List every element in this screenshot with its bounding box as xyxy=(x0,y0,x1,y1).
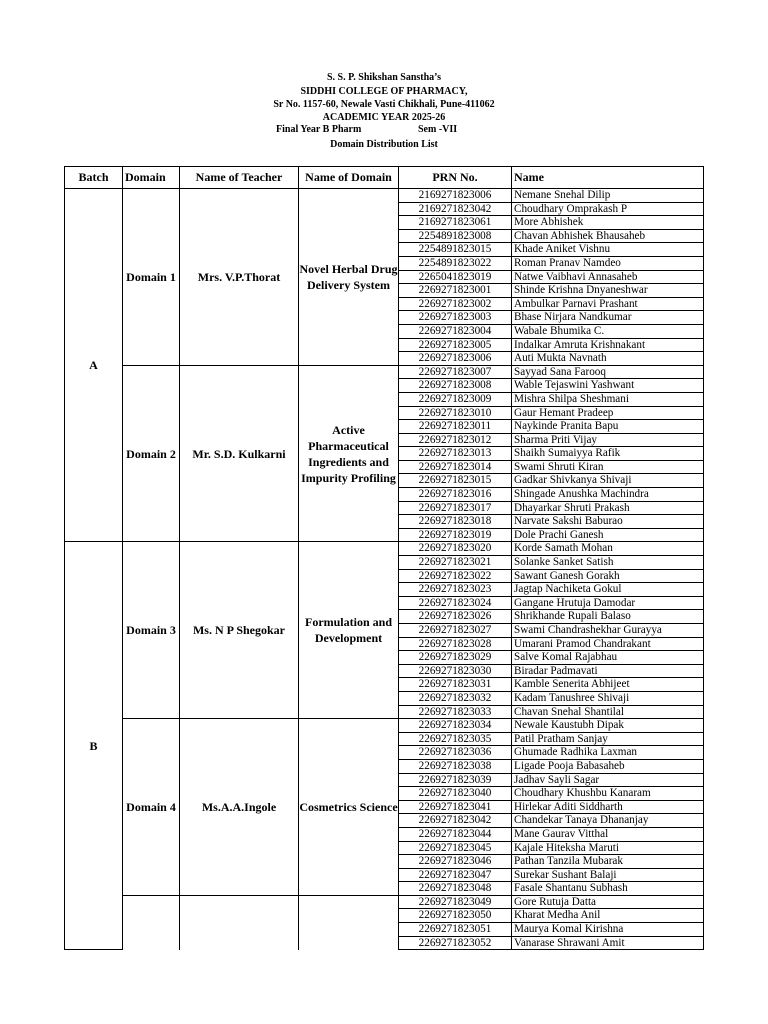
teacher-cell: Ms. N P Shegokar xyxy=(180,542,299,719)
prn-cell: 2269271823003 xyxy=(399,311,512,325)
student-name-cell: Kamble Senerita Abhijeet xyxy=(512,678,704,692)
prn-cell: 2269271823033 xyxy=(399,705,512,719)
student-name-cell: Ligade Pooja Babasaheb xyxy=(512,759,704,773)
domain-cell: Domain 3 xyxy=(123,542,180,719)
col-header-teacher: Name of Teacher xyxy=(180,167,299,189)
prn-cell: 2269271823052 xyxy=(399,936,512,950)
student-name-cell: Shingade Anushka Machindra xyxy=(512,488,704,502)
table-row xyxy=(65,189,704,203)
prn-cell: 2269271823014 xyxy=(399,460,512,474)
batch-cell: B xyxy=(65,542,123,950)
student-name-cell: Chavan Abhishek Bhausaheb xyxy=(512,229,704,243)
prn-cell: 2269271823027 xyxy=(399,624,512,638)
prn-cell: 2269271823005 xyxy=(399,338,512,352)
student-name-cell: Patil Pratham Sanjay xyxy=(512,732,704,746)
prn-cell: 2269271823019 xyxy=(399,528,512,542)
student-name-cell: Solanke Sanket Satish xyxy=(512,556,704,570)
prn-cell: 2169271823061 xyxy=(399,216,512,230)
student-name-cell: Shrikhande Rupali Balaso xyxy=(512,610,704,624)
batch-cell: A xyxy=(65,189,123,542)
student-name-cell: Jadhav Sayli Sagar xyxy=(512,773,704,787)
prn-cell: 2269271823029 xyxy=(399,651,512,665)
student-name-cell: Swami Chandrashekhar Gurayya xyxy=(512,624,704,638)
student-name-cell: Mane Gaurav Vitthal xyxy=(512,827,704,841)
prn-cell: 2269271823028 xyxy=(399,637,512,651)
student-name-cell: Swami Shruti Kiran xyxy=(512,460,704,474)
class-label: Final Year B Pharm xyxy=(276,124,362,135)
domain-name-cell: Novel Herbal Drug Delivery System xyxy=(299,189,399,366)
student-name-cell: Kadam Tanushree Shivaji xyxy=(512,691,704,705)
prn-cell: 2269271823050 xyxy=(399,909,512,923)
student-name-cell: Bhase Nirjara Nandkumar xyxy=(512,311,704,325)
semester-label: Sem -VII xyxy=(418,124,458,135)
teacher-cell: Mr. S.D. Kulkarni xyxy=(180,365,299,542)
prn-cell: 2269271823009 xyxy=(399,392,512,406)
student-name-cell: Roman Pranav Namdeo xyxy=(512,256,704,270)
prn-cell: 2254891823022 xyxy=(399,256,512,270)
prn-cell: 2269271823001 xyxy=(399,284,512,298)
student-name-cell: Choudhary Omprakash P xyxy=(512,202,704,216)
student-name-cell: Choudhary Khushbu Kanaram xyxy=(512,787,704,801)
prn-cell: 2269271823045 xyxy=(399,841,512,855)
student-name-cell: Fasale Shantanu Subhash xyxy=(512,882,704,896)
student-name-cell: Natwe Vaibhavi Annasaheb xyxy=(512,270,704,284)
student-name-cell: Dole Prachi Ganesh xyxy=(512,528,704,542)
student-name-cell: Newale Kaustubh Dipak xyxy=(512,719,704,733)
student-name-cell: Sayyad Sana Farooq xyxy=(512,365,704,379)
student-name-cell: More Abhishek xyxy=(512,216,704,230)
college-address: Sr No. 1157-60, Newale Vasti Chikhali, Pune-411062 xyxy=(273,99,495,110)
student-name-cell: Khade Aniket Vishnu xyxy=(512,243,704,257)
teacher-cell: Ms.A.A.Ingole xyxy=(180,719,299,896)
prn-cell: 2269271823030 xyxy=(399,664,512,678)
prn-cell: 2269271823016 xyxy=(399,488,512,502)
table-header-row xyxy=(65,167,704,189)
institution-name: S. S. P. Shikshan Sanstha’s xyxy=(326,72,442,83)
prn-cell: 2269271823023 xyxy=(399,583,512,597)
prn-cell: 2269271823024 xyxy=(399,596,512,610)
prn-cell: 2269271823011 xyxy=(399,420,512,434)
prn-cell: 2269271823010 xyxy=(399,406,512,420)
col-header-batch: Batch xyxy=(65,167,123,189)
academic-year: ACADEMIC YEAR 2025-26 xyxy=(322,112,446,123)
domain-name-cell: Active Pharmaceutical Ingredients and Impurity Profiling xyxy=(299,365,399,542)
prn-cell: 2269271823047 xyxy=(399,868,512,882)
college-name: SIDDHI COLLEGE OF PHARMACY, xyxy=(300,86,468,97)
student-name-cell: Salve Komal Rajabhau xyxy=(512,651,704,665)
domain-cell: Domain 1 xyxy=(123,189,180,366)
domain-name-cell: Formulation and Development xyxy=(299,542,399,719)
table-row xyxy=(65,542,704,556)
student-name-cell: Maurya Komal Kirishna xyxy=(512,923,704,937)
domain-name-cell: Cosmetrics Science xyxy=(299,719,399,896)
teacher-cell: Mrs. V.P.Thorat xyxy=(180,189,299,366)
prn-cell: 2269271823020 xyxy=(399,542,512,556)
student-name-cell: Indalkar Amruta Krishnakant xyxy=(512,338,704,352)
prn-cell: 2269271823026 xyxy=(399,610,512,624)
prn-cell: 2269271823008 xyxy=(399,379,512,393)
prn-cell: 2269271823051 xyxy=(399,923,512,937)
prn-cell: 2269271823018 xyxy=(399,515,512,529)
domain-cell: Domain 4 xyxy=(123,719,180,896)
student-name-cell: Pathan Tanzila Mubarak xyxy=(512,855,704,869)
prn-cell: 2269271823035 xyxy=(399,732,512,746)
prn-cell: 2269271823032 xyxy=(399,691,512,705)
prn-cell: 2269271823022 xyxy=(399,569,512,583)
col-header-name: Name xyxy=(512,167,704,189)
col-header-domain: Domain xyxy=(123,167,180,189)
student-name-cell: Biradar Padmavati xyxy=(512,664,704,678)
prn-cell: 2254891823015 xyxy=(399,243,512,257)
student-name-cell: Chandekar Tanaya Dhananjay xyxy=(512,814,704,828)
prn-cell: 2269271823038 xyxy=(399,759,512,773)
prn-cell: 2269271823015 xyxy=(399,474,512,488)
table-row xyxy=(65,895,704,909)
prn-cell: 2269271823040 xyxy=(399,787,512,801)
domain-cell: Domain 2 xyxy=(123,365,180,542)
table-body xyxy=(65,189,704,950)
prn-cell: 2265041823019 xyxy=(399,270,512,284)
col-header-prn: PRN No. xyxy=(399,167,512,189)
student-name-cell: Hirlekar Aditi Siddharth xyxy=(512,800,704,814)
table-row xyxy=(65,365,704,379)
prn-cell: 2269271823039 xyxy=(399,773,512,787)
prn-cell: 2269271823049 xyxy=(399,895,512,909)
student-name-cell: Narvate Sakshi Baburao xyxy=(512,515,704,529)
domain-cell xyxy=(123,895,180,949)
table-row xyxy=(65,719,704,733)
student-name-cell: Gangane Hrutuja Damodar xyxy=(512,596,704,610)
prn-cell: 2269271823046 xyxy=(399,855,512,869)
col-header-domain-name: Name of Domain xyxy=(299,167,399,189)
student-name-cell: Gaur Hemant Pradeep xyxy=(512,406,704,420)
student-name-cell: Nemane Snehal Dilip xyxy=(512,189,704,203)
student-name-cell: Wabale Bhumika C. xyxy=(512,324,704,338)
student-name-cell: Umarani Pramod Chandrakant xyxy=(512,637,704,651)
student-name-cell: Jagtap Nachiketa Gokul xyxy=(512,583,704,597)
prn-cell: 2269271823041 xyxy=(399,800,512,814)
student-name-cell: Kharat Medha Anil xyxy=(512,909,704,923)
teacher-cell xyxy=(180,895,299,949)
student-name-cell: Vanarase Shrawani Amit xyxy=(512,936,704,950)
student-name-cell: Dhayarkar Shruti Prakash xyxy=(512,501,704,515)
domain-name-cell xyxy=(299,895,399,949)
prn-cell: 2269271823044 xyxy=(399,827,512,841)
prn-cell: 2269271823048 xyxy=(399,882,512,896)
student-name-cell: Mishra Shilpa Sheshmani xyxy=(512,392,704,406)
student-name-cell: Shaikh Sumaiyya Rafik xyxy=(512,447,704,461)
prn-cell: 2269271823007 xyxy=(399,365,512,379)
prn-cell: 2169271823006 xyxy=(399,189,512,203)
student-name-cell: Chavan Snehal Shantilal xyxy=(512,705,704,719)
prn-cell: 2269271823006 xyxy=(399,352,512,366)
prn-cell: 2269271823013 xyxy=(399,447,512,461)
prn-cell: 2269271823017 xyxy=(399,501,512,515)
student-name-cell: Korde Samath Mohan xyxy=(512,542,704,556)
student-name-cell: Wable Tejaswini Yashwant xyxy=(512,379,704,393)
prn-cell: 2269271823021 xyxy=(399,556,512,570)
prn-cell: 2269271823004 xyxy=(399,324,512,338)
domain-distribution-table xyxy=(64,166,704,950)
prn-cell: 2269271823002 xyxy=(399,297,512,311)
document-title: Domain Distribution List xyxy=(330,139,438,150)
student-name-cell: Surekar Sushant Balaji xyxy=(512,868,704,882)
prn-cell: 2169271823042 xyxy=(399,202,512,216)
prn-cell: 2269271823012 xyxy=(399,433,512,447)
prn-cell: 2269271823036 xyxy=(399,746,512,760)
student-name-cell: Gadkar Shivkanya Shivaji xyxy=(512,474,704,488)
student-name-cell: Shinde Krishna Dnyaneshwar xyxy=(512,284,704,298)
student-name-cell: Ghumade Radhika Laxman xyxy=(512,746,704,760)
student-name-cell: Sawant Ganesh Gorakh xyxy=(512,569,704,583)
student-name-cell: Sharma Priti Vijay xyxy=(512,433,704,447)
student-name-cell: Kajale Hiteksha Maruti xyxy=(512,841,704,855)
student-name-cell: Ambulkar Parnavi Prashant xyxy=(512,297,704,311)
prn-cell: 2269271823042 xyxy=(399,814,512,828)
prn-cell: 2269271823031 xyxy=(399,678,512,692)
student-name-cell: Naykinde Pranita Bapu xyxy=(512,420,704,434)
prn-cell: 2269271823034 xyxy=(399,719,512,733)
prn-cell: 2254891823008 xyxy=(399,229,512,243)
student-name-cell: Auti Mukta Navnath xyxy=(512,352,704,366)
student-name-cell: Gore Rutuja Datta xyxy=(512,895,704,909)
